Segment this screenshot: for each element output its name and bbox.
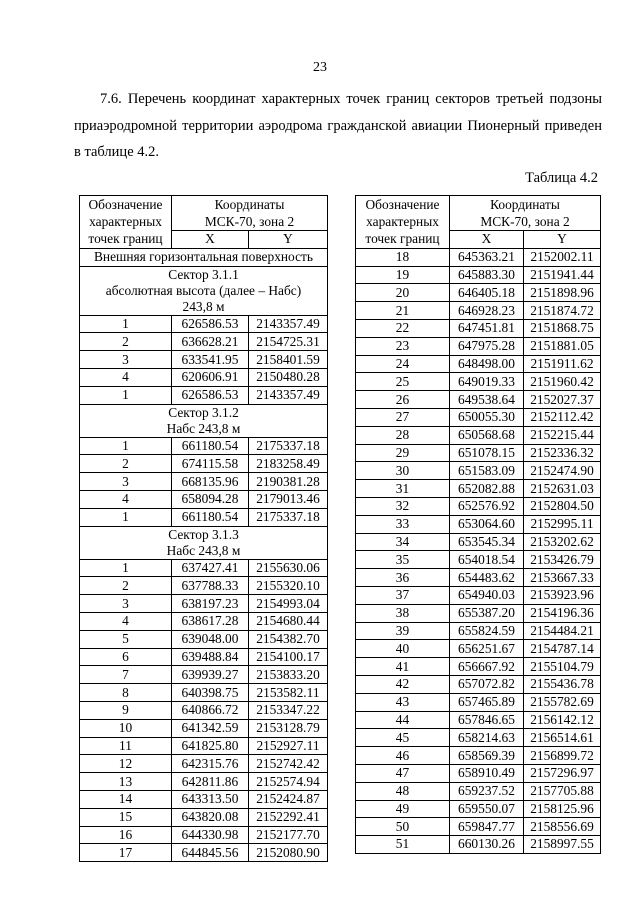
- point-id: 40: [356, 640, 450, 658]
- table-row: [80, 666, 328, 684]
- table-row: [356, 586, 601, 604]
- coord-y: 2151868.75: [524, 319, 601, 337]
- coord-y: 2152002.11: [524, 248, 601, 266]
- coord-x: 626586.53: [172, 386, 249, 404]
- coord-x: 656251.67: [450, 640, 524, 658]
- point-id: 45: [356, 729, 450, 747]
- coord-y: 2158997.55: [524, 836, 601, 854]
- coord-y: 2158556.69: [524, 818, 601, 836]
- coord-x: 674115.58: [172, 455, 249, 473]
- coord-x: 642315.76: [172, 755, 249, 773]
- section-title: [80, 248, 328, 266]
- table-caption: Таблица 4.2: [525, 170, 598, 186]
- table-row: [80, 386, 328, 404]
- point-id: 39: [356, 622, 450, 640]
- coord-x: 659847.77: [450, 818, 524, 836]
- point-id: 37: [356, 586, 450, 604]
- table-row: [356, 658, 601, 676]
- coord-x: 659237.52: [450, 782, 524, 800]
- coord-y: 2152177.70: [249, 826, 328, 844]
- table-row: [356, 497, 601, 515]
- table-row: [356, 266, 601, 284]
- table-row: [356, 604, 601, 622]
- table-row: [80, 826, 328, 844]
- coord-x: 620606.91: [172, 368, 249, 386]
- point-id: 1: [80, 508, 172, 526]
- table-row: [80, 773, 328, 791]
- point-id: 41: [356, 658, 450, 676]
- section-row: [80, 526, 328, 559]
- coord-y: 2155782.69: [524, 693, 601, 711]
- coord-x: 641342.59: [172, 719, 249, 737]
- point-id: 4: [80, 368, 172, 386]
- table-row: [356, 675, 601, 693]
- section-title-line: Набс 243,8 м: [166, 420, 241, 436]
- table-row: [356, 426, 601, 444]
- coord-x: 659550.07: [450, 800, 524, 818]
- coord-y: 2152292.41: [249, 808, 328, 826]
- point-id: 51: [356, 836, 450, 854]
- coord-y: 2151960.42: [524, 373, 601, 391]
- coord-x: 637427.41: [172, 559, 249, 577]
- point-id: 1: [80, 437, 172, 455]
- coord-y: 2154680.44: [249, 612, 328, 630]
- point-id: 20: [356, 284, 450, 302]
- table-row: [356, 782, 601, 800]
- section-row: [80, 266, 328, 315]
- coordinates-table-left: [79, 195, 328, 862]
- table-row: [356, 319, 601, 337]
- coord-y: 2175337.18: [249, 508, 328, 526]
- coord-y: 2151941.44: [524, 266, 601, 284]
- coord-y: 2153667.33: [524, 569, 601, 587]
- coord-x: 649019.33: [450, 373, 524, 391]
- coord-x: 647975.28: [450, 337, 524, 355]
- coord-x: 660130.26: [450, 836, 524, 854]
- coord-y: 2152215.44: [524, 426, 601, 444]
- coord-x: 647451.81: [450, 319, 524, 337]
- coord-y: 2143357.49: [249, 386, 328, 404]
- coord-y: 2156899.72: [524, 747, 601, 765]
- point-id: 28: [356, 426, 450, 444]
- coord-x: 638197.23: [172, 595, 249, 613]
- point-id: 6: [80, 648, 172, 666]
- point-id: 21: [356, 302, 450, 320]
- coord-x: 639488.84: [172, 648, 249, 666]
- header-line: точек границ: [88, 231, 163, 247]
- coord-x: 640866.72: [172, 701, 249, 719]
- coord-y: 2158125.96: [524, 800, 601, 818]
- table-row: [80, 648, 328, 666]
- coord-y: 2152336.32: [524, 444, 601, 462]
- point-id: 15: [80, 808, 172, 826]
- coord-y: 2157296.97: [524, 764, 601, 782]
- point-id: 50: [356, 818, 450, 836]
- coord-x: 661180.54: [172, 437, 249, 455]
- coord-y: 2155104.79: [524, 658, 601, 676]
- table-row: [356, 284, 601, 302]
- table-row: [356, 462, 601, 480]
- table-row: [80, 473, 328, 491]
- table-row: [80, 612, 328, 630]
- header-line: МСК-70, зона 2: [204, 214, 295, 229]
- point-id: 29: [356, 444, 450, 462]
- point-id: 19: [356, 266, 450, 284]
- coord-x: 652082.88: [450, 480, 524, 498]
- coord-x: 654018.54: [450, 551, 524, 569]
- coord-y: 2151898.96: [524, 284, 601, 302]
- header-coordinates: [172, 196, 328, 231]
- heading-line-3: в таблице 4.2.: [74, 144, 160, 160]
- coord-y: 2153347.22: [249, 701, 328, 719]
- point-id: 3: [80, 473, 172, 491]
- header-point-designation: [80, 196, 172, 249]
- coord-x: 638617.28: [172, 612, 249, 630]
- table-row: [356, 640, 601, 658]
- header-line: Координаты: [214, 197, 285, 212]
- table-row: [356, 248, 601, 266]
- header-line: МСК-70, зона 2: [480, 214, 570, 229]
- coord-y: 2152804.50: [524, 497, 601, 515]
- header-x: X: [450, 231, 524, 249]
- coord-x: 645883.30: [450, 266, 524, 284]
- page-number: 23: [313, 60, 327, 75]
- coord-x: 657846.65: [450, 711, 524, 729]
- section-title: [80, 526, 328, 559]
- coord-x: 636628.21: [172, 333, 249, 351]
- coord-x: 654940.03: [450, 586, 524, 604]
- point-id: 44: [356, 711, 450, 729]
- coord-x: 649538.64: [450, 391, 524, 409]
- table-row: [80, 455, 328, 473]
- coordinates-table-right: [355, 195, 601, 854]
- section-title-line: 243,8 м: [182, 298, 225, 314]
- section-title-line: абсолютная высота (далее – Набс): [105, 282, 302, 298]
- table-row: [80, 684, 328, 702]
- coord-y: 2152927.11: [249, 737, 328, 755]
- table-row: [356, 515, 601, 533]
- coord-y: 2151881.05: [524, 337, 601, 355]
- point-id: 27: [356, 408, 450, 426]
- coord-x: 639939.27: [172, 666, 249, 684]
- coord-y: 2154382.70: [249, 630, 328, 648]
- table-row: [356, 764, 601, 782]
- coord-y: 2154993.04: [249, 595, 328, 613]
- coord-y: 2153128.79: [249, 719, 328, 737]
- coord-y: 2190381.28: [249, 473, 328, 491]
- table-row: [356, 622, 601, 640]
- coord-y: 2154100.17: [249, 648, 328, 666]
- point-id: 42: [356, 675, 450, 693]
- point-id: 25: [356, 373, 450, 391]
- section-row: [80, 404, 328, 437]
- table-row: [80, 508, 328, 526]
- table-row: [80, 351, 328, 369]
- table-row: [80, 559, 328, 577]
- coord-x: 652576.92: [450, 497, 524, 515]
- section-title-line: Сектор 3.1.2: [168, 404, 239, 420]
- coord-x: 658214.63: [450, 729, 524, 747]
- table-row: [80, 790, 328, 808]
- coord-x: 644330.98: [172, 826, 249, 844]
- header-line: Обозначение: [365, 197, 440, 213]
- point-id: 12: [80, 755, 172, 773]
- point-id: 2: [80, 333, 172, 351]
- point-id: 23: [356, 337, 450, 355]
- coord-x: 651078.15: [450, 444, 524, 462]
- coord-x: 643313.50: [172, 790, 249, 808]
- coord-x: 626586.53: [172, 315, 249, 333]
- heading-line-1: 7.6. Перечень координат характерных точек границ секторов третьей подзоны: [100, 91, 602, 107]
- section-heading: [74, 86, 602, 166]
- header-line: характерных: [89, 214, 162, 230]
- coord-y: 2152742.42: [249, 755, 328, 773]
- coord-y: 2152995.11: [524, 515, 601, 533]
- coord-x: 645363.21: [450, 248, 524, 266]
- coord-x: 655387.20: [450, 604, 524, 622]
- coord-y: 2152574.94: [249, 773, 328, 791]
- coord-x: 656667.92: [450, 658, 524, 676]
- point-id: 26: [356, 391, 450, 409]
- table-row: [80, 437, 328, 455]
- coord-x: 633541.95: [172, 351, 249, 369]
- table-row: [356, 569, 601, 587]
- coord-y: 2152424.87: [249, 790, 328, 808]
- coord-y: 2151911.62: [524, 355, 601, 373]
- table-row: [356, 355, 601, 373]
- coord-x: 651583.09: [450, 462, 524, 480]
- table-row: [80, 368, 328, 386]
- point-id: 1: [80, 315, 172, 333]
- coord-y: 2183258.49: [249, 455, 328, 473]
- header-line: точек границ: [365, 231, 440, 247]
- coord-x: 641825.80: [172, 737, 249, 755]
- coord-x: 646405.18: [450, 284, 524, 302]
- point-id: 10: [80, 719, 172, 737]
- point-id: 3: [80, 595, 172, 613]
- header-line: Обозначение: [88, 197, 163, 213]
- point-id: 43: [356, 693, 450, 711]
- coord-y: 2154787.14: [524, 640, 601, 658]
- coord-x: 648498.00: [450, 355, 524, 373]
- point-id: 1: [80, 559, 172, 577]
- coord-y: 2156142.12: [524, 711, 601, 729]
- point-id: 14: [80, 790, 172, 808]
- header-x: X: [172, 231, 249, 249]
- table-row: [356, 373, 601, 391]
- table-row: [356, 408, 601, 426]
- point-id: 3: [80, 351, 172, 369]
- coord-y: 2179013.46: [249, 490, 328, 508]
- table-row: [356, 533, 601, 551]
- table-row: [356, 711, 601, 729]
- point-id: 33: [356, 515, 450, 533]
- point-id: 49: [356, 800, 450, 818]
- left-table-body: [80, 248, 328, 861]
- coord-y: 2153923.96: [524, 586, 601, 604]
- section-title-line: Сектор 3.1.3: [168, 526, 239, 542]
- table-row: [356, 391, 601, 409]
- coord-x: 657072.82: [450, 675, 524, 693]
- coord-y: 2150480.28: [249, 368, 328, 386]
- coord-x: 650055.30: [450, 408, 524, 426]
- table-row: [356, 337, 601, 355]
- section-title-line: Набс 243,8 м: [166, 542, 241, 558]
- section-title: [80, 404, 328, 437]
- section-title: [80, 266, 328, 315]
- table-row: [356, 551, 601, 569]
- point-id: 8: [80, 684, 172, 702]
- coord-x: 653064.60: [450, 515, 524, 533]
- coord-x: 654483.62: [450, 569, 524, 587]
- right-table-body: [356, 248, 601, 853]
- point-id: 4: [80, 490, 172, 508]
- coord-x: 657465.89: [450, 693, 524, 711]
- header-point-designation: [356, 196, 450, 249]
- header-line: Координаты: [490, 197, 560, 212]
- coord-x: 658910.49: [450, 764, 524, 782]
- point-id: 13: [80, 773, 172, 791]
- point-id: 24: [356, 355, 450, 373]
- table-row: [356, 444, 601, 462]
- coord-x: 640398.75: [172, 684, 249, 702]
- coord-y: 2155630.06: [249, 559, 328, 577]
- coord-x: 661180.54: [172, 508, 249, 526]
- coord-y: 2154196.36: [524, 604, 601, 622]
- point-id: 1: [80, 386, 172, 404]
- point-id: 30: [356, 462, 450, 480]
- coord-y: 2152027.37: [524, 391, 601, 409]
- table-row: [80, 755, 328, 773]
- table-row: [80, 808, 328, 826]
- table-row: [356, 747, 601, 765]
- point-id: 4: [80, 612, 172, 630]
- point-id: 46: [356, 747, 450, 765]
- coord-x: 646928.23: [450, 302, 524, 320]
- table-row: [356, 729, 601, 747]
- table-row: [356, 480, 601, 498]
- coord-y: 2154725.31: [249, 333, 328, 351]
- table-row: [356, 818, 601, 836]
- coord-y: 2155436.78: [524, 675, 601, 693]
- coord-x: 637788.33: [172, 577, 249, 595]
- point-id: 17: [80, 844, 172, 862]
- table-row: [80, 719, 328, 737]
- point-id: 31: [356, 480, 450, 498]
- coord-y: 2154484.21: [524, 622, 601, 640]
- point-id: 38: [356, 604, 450, 622]
- table-row: [80, 844, 328, 862]
- point-id: 36: [356, 569, 450, 587]
- coord-x: 668135.96: [172, 473, 249, 491]
- coord-y: 2143357.49: [249, 315, 328, 333]
- coord-x: 655824.59: [450, 622, 524, 640]
- point-id: 5: [80, 630, 172, 648]
- table-row: [80, 595, 328, 613]
- point-id: 22: [356, 319, 450, 337]
- coord-y: 2157705.88: [524, 782, 601, 800]
- coord-y: 2152474.90: [524, 462, 601, 480]
- point-id: 35: [356, 551, 450, 569]
- point-id: 18: [356, 248, 450, 266]
- header-y: Y: [249, 231, 328, 249]
- coord-y: 2156514.61: [524, 729, 601, 747]
- coord-x: 658569.39: [450, 747, 524, 765]
- header-y: Y: [524, 231, 601, 249]
- table-row: [80, 490, 328, 508]
- coord-x: 658094.28: [172, 490, 249, 508]
- section-title-line: Внешняя горизонтальная поверхность: [94, 249, 313, 265]
- header-line: характерных: [366, 214, 439, 230]
- coord-x: 639048.00: [172, 630, 249, 648]
- table-row: [356, 693, 601, 711]
- coord-y: 2153202.62: [524, 533, 601, 551]
- table-row: [80, 333, 328, 351]
- point-id: 2: [80, 577, 172, 595]
- coord-x: 642811.86: [172, 773, 249, 791]
- table-row: [80, 630, 328, 648]
- point-id: 32: [356, 497, 450, 515]
- coord-y: 2153833.20: [249, 666, 328, 684]
- point-id: 16: [80, 826, 172, 844]
- point-id: 47: [356, 764, 450, 782]
- coord-y: 2153582.11: [249, 684, 328, 702]
- section-row: [80, 248, 328, 266]
- coord-x: 643820.08: [172, 808, 249, 826]
- point-id: 34: [356, 533, 450, 551]
- point-id: 2: [80, 455, 172, 473]
- table-row: [356, 836, 601, 854]
- table-row: [356, 302, 601, 320]
- table-row: [80, 577, 328, 595]
- point-id: 9: [80, 701, 172, 719]
- coord-y: 2153426.79: [524, 551, 601, 569]
- table-row: [80, 315, 328, 333]
- point-id: 7: [80, 666, 172, 684]
- point-id: 48: [356, 782, 450, 800]
- section-title-line: Сектор 3.1.1: [168, 266, 239, 282]
- table-row: [80, 737, 328, 755]
- coord-y: 2158401.59: [249, 351, 328, 369]
- point-id: 11: [80, 737, 172, 755]
- table-row: [80, 701, 328, 719]
- heading-line-2: приаэродромной территории аэродрома гражданской авиации Пионерный приведен: [74, 117, 602, 134]
- coord-y: 2152112.42: [524, 408, 601, 426]
- coord-y: 2152631.03: [524, 480, 601, 498]
- coord-y: 2151874.72: [524, 302, 601, 320]
- coord-y: 2155320.10: [249, 577, 328, 595]
- coord-y: 2175337.18: [249, 437, 328, 455]
- table-row: [356, 800, 601, 818]
- coord-x: 644845.56: [172, 844, 249, 862]
- coord-x: 653545.34: [450, 533, 524, 551]
- coord-y: 2152080.90: [249, 844, 328, 862]
- coord-x: 650568.68: [450, 426, 524, 444]
- header-coordinates: [450, 196, 601, 231]
